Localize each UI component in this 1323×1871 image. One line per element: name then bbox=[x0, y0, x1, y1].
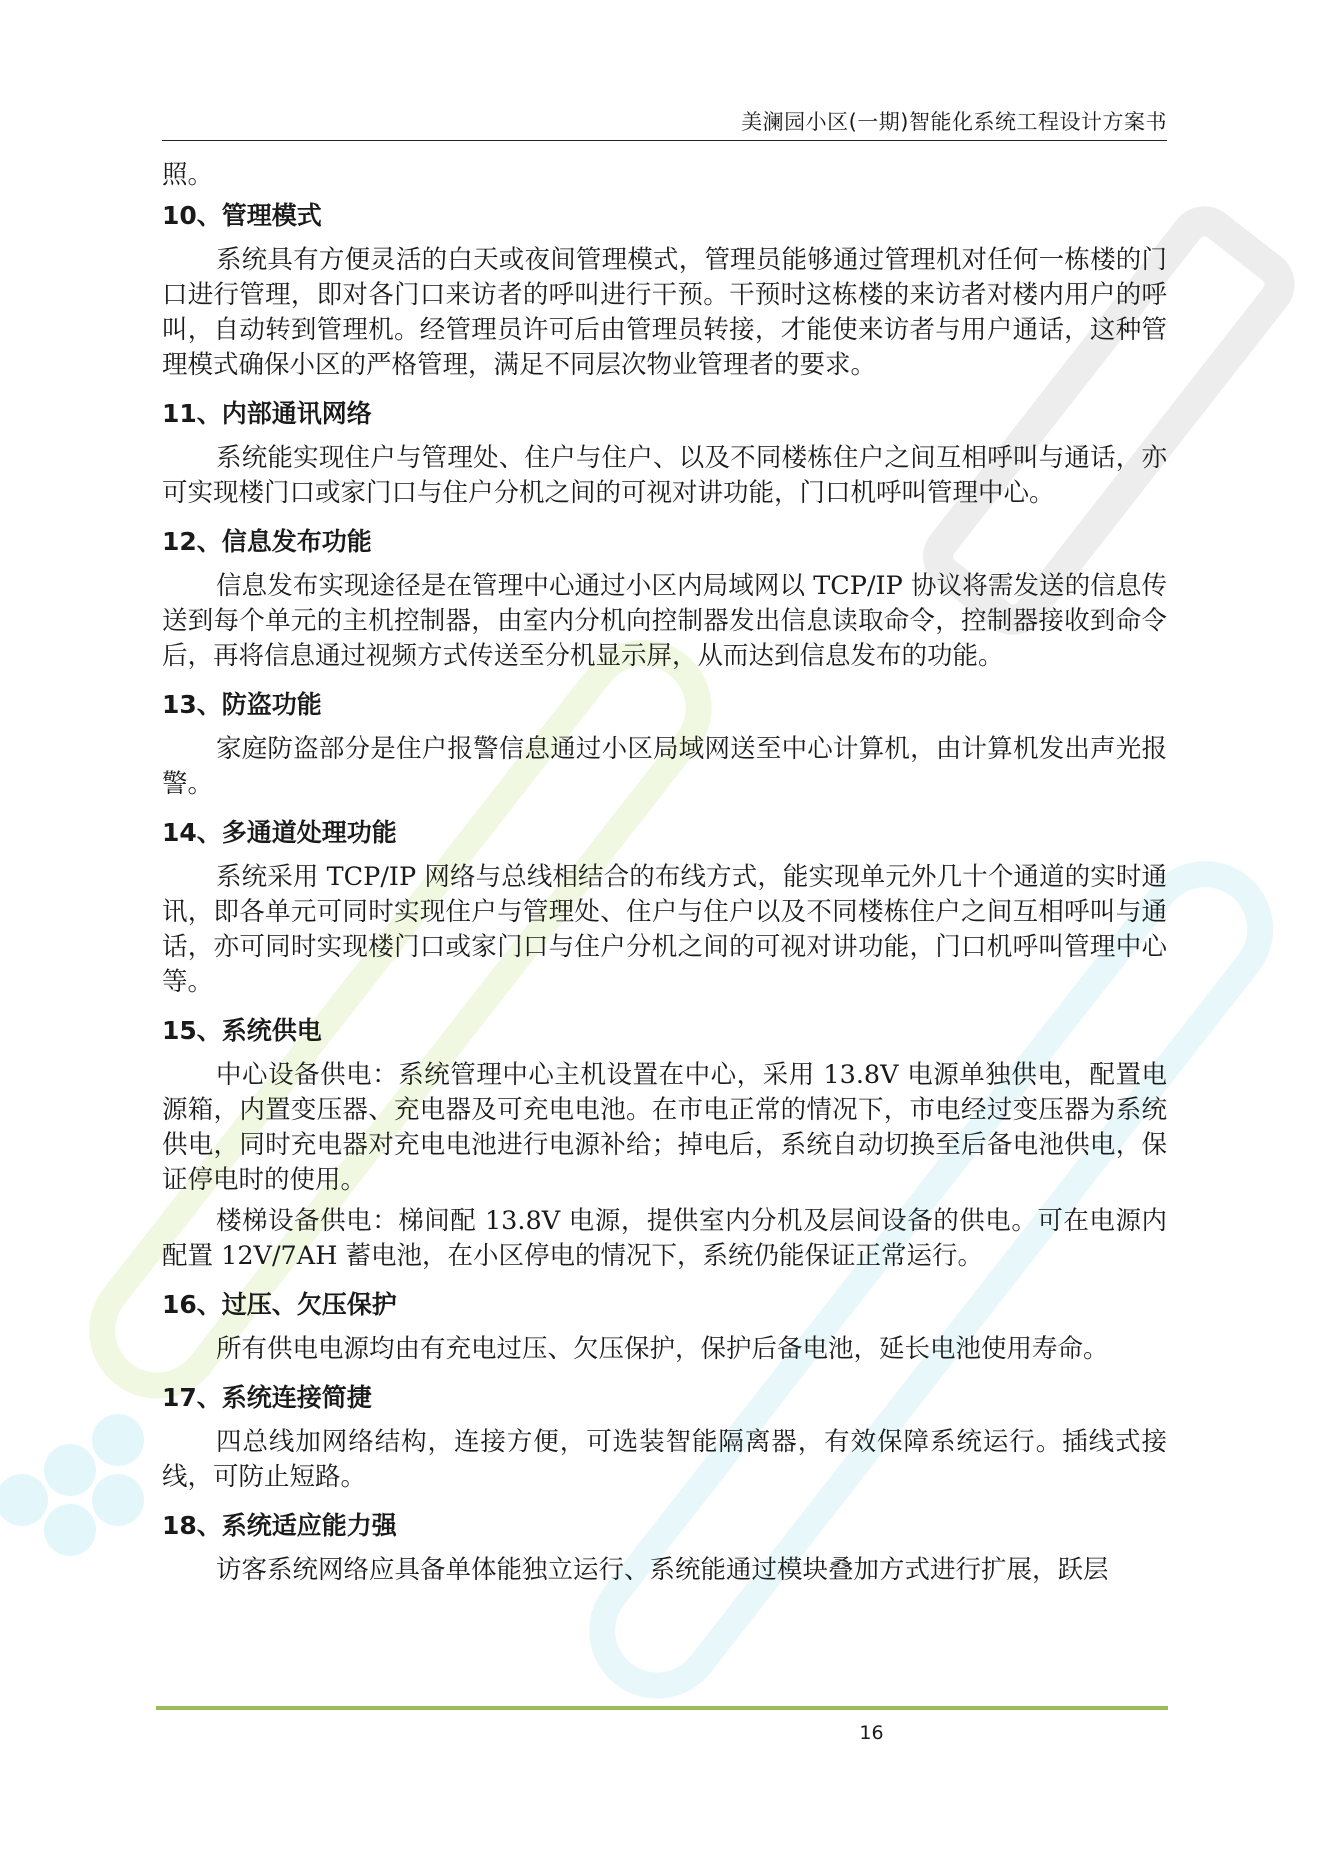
section-heading: 18、系统适应能力强 bbox=[162, 1511, 397, 1540]
body-paragraph: 中心设备供电：系统管理中心主机设置在中心，采用 13.8V 电源单独供电，配置电源箱，内置变压器、充电器及可充电电池。在市电正常的情况下，市电经过变压器为系统供电，同时充电器对充电电池进行电源补给；掉电后，系统自动切换至后备电池供电，保证停电时的使用。 bbox=[162, 1060, 1167, 1195]
section-heading: 12、信息发布功能 bbox=[162, 527, 372, 556]
section-heading: 13、防盗功能 bbox=[162, 690, 322, 719]
section-heading: 17、系统连接简捷 bbox=[162, 1383, 372, 1412]
footer-rule bbox=[156, 1706, 1168, 1710]
body-paragraph: 家庭防盗部分是住户报警信息通过小区局域网送至中心计算机，由计算机发出声光报警。 bbox=[162, 734, 1167, 799]
body-paragraph: 楼梯设备供电：梯间配 13.8V 电源，提供室内分机及层间设备的供电。可在电源内配置 12V/7AH 蓄电池，在小区停电的情况下，系统仍能保证正常运行。 bbox=[162, 1206, 1167, 1271]
section-heading: 10、管理模式 bbox=[162, 201, 322, 230]
section-heading: 16、过压、欠压保护 bbox=[162, 1290, 397, 1319]
page-header bbox=[162, 104, 1167, 141]
page-number: 16 bbox=[859, 1722, 884, 1744]
section-heading: 14、多通道处理功能 bbox=[162, 818, 397, 847]
body-paragraph: 四总线加网络结构，连接方便，可选装智能隔离器，有效保障系统运行。插线式接线，可防止短路。 bbox=[162, 1427, 1167, 1492]
body-paragraph: 系统采用 TCP/IP 网络与总线相结合的布线方式，能实现单元外几十个通道的实时通讯，即各单元可同时实现住户与管理处、住户与住户以及不同楼栋住户之间互相呼叫与通话，亦可同时实现楼门口或家门口与住户分机之间的可视对讲功能，门口机呼叫管理中心等。 bbox=[162, 862, 1167, 997]
body-paragraph: 系统能实现住户与管理处、住户与住户、以及不同楼栋住户之间互相呼叫与通话，亦可实现楼门口或家门口与住户分机之间的可视对讲功能，门口机呼叫管理中心。 bbox=[162, 443, 1167, 508]
watermark-flower-icon bbox=[0, 1414, 144, 1556]
body-paragraph: 访客系统网络应具备单体能独立运行、系统能通过模块叠加方式进行扩展，跃层 bbox=[216, 1555, 1109, 1585]
header-title: 美澜园小区(一期)智能化系统工程设计方案书 bbox=[741, 110, 1167, 134]
body-paragraph: 所有供电电源均由有充电过压、欠压保护，保护后备电池，延长电池使用寿命。 bbox=[216, 1334, 1109, 1364]
section-heading: 11、内部通讯网络 bbox=[162, 399, 372, 428]
body-paragraph: 系统具有方便灵活的白天或夜间管理模式，管理员能够通过管理机对任何一栋楼的门口进行管理，即对各门口来访者的呼叫进行干预。干预时这栋楼的来访者对楼内用户的呼叫，自动转到管理机。经管理员许可后由管理员转接，才能使来访者与用户通话，这种管理模式确保小区的严格管理，满足不同层次物业管理者的要求。 bbox=[162, 245, 1167, 380]
section-heading: 15、系统供电 bbox=[162, 1016, 322, 1045]
body-paragraph: 照。 bbox=[162, 160, 214, 190]
document-body bbox=[162, 158, 1167, 1594]
body-paragraph: 信息发布实现途径是在管理中心通过小区内局域网以 TCP/IP 协议将需发送的信息传送到每个单元的主机控制器，由室内分机向控制器发出信息读取命令，控制器接收到命令后，再将信息通过视频方式传送至分机显示屏，从而达到信息发布的功能。 bbox=[162, 571, 1167, 671]
